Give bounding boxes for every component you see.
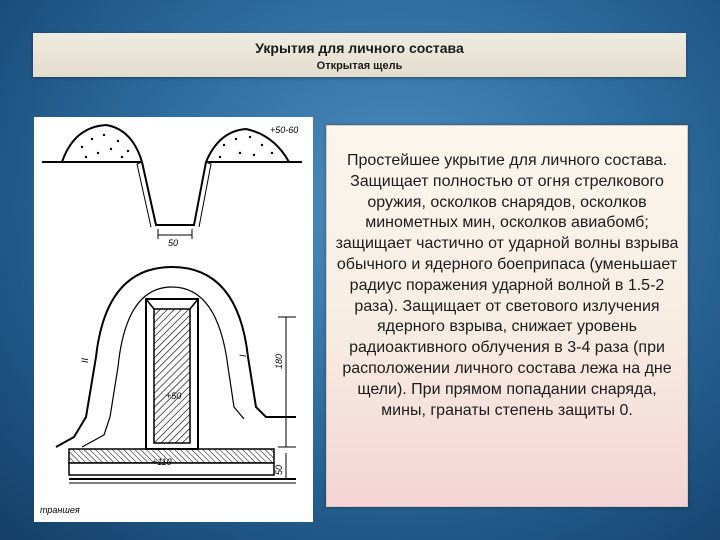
trench-drawing bbox=[34, 117, 313, 522]
slide-title: Укрытия для личного состава bbox=[255, 40, 464, 56]
label-inner-bottom: +110 bbox=[152, 457, 172, 467]
plan-view bbox=[40, 267, 296, 515]
label-depth: 180 bbox=[274, 353, 284, 369]
label-left-side: II bbox=[80, 357, 90, 363]
label-width: 50 bbox=[168, 238, 179, 248]
slide-subtitle: Открытая щель bbox=[316, 60, 403, 72]
label-top: +50-60 bbox=[270, 125, 299, 135]
label-right-side: I bbox=[238, 354, 248, 357]
description-box bbox=[326, 125, 688, 507]
label-caption: траншея bbox=[40, 505, 80, 515]
title-bar bbox=[33, 33, 686, 77]
label-base: 50 bbox=[274, 464, 284, 475]
trench-diagram bbox=[34, 117, 313, 522]
label-inner-top: +50 bbox=[166, 391, 182, 401]
description-text: Простейшее укрытие для личного состава. Защищает полностью от огня стрелкового оружия, осколков снарядов, осколков минометных мин, осколков авиабомб; защищает частично от ударной волны взрыва обычного и ядерного боеприпаса (уменьшает радиус поражения ударной волной в 1.5-2 раза). Защищает от светового излучения ядерного взрыва, снижает уровень радиоактивного облучения в 3-4 раза (при расположении личного состава лежа на дне щели). При прямом попадании снаряда, мины, гранаты степень защиты 0. bbox=[335, 152, 679, 419]
cross-section bbox=[42, 125, 302, 248]
